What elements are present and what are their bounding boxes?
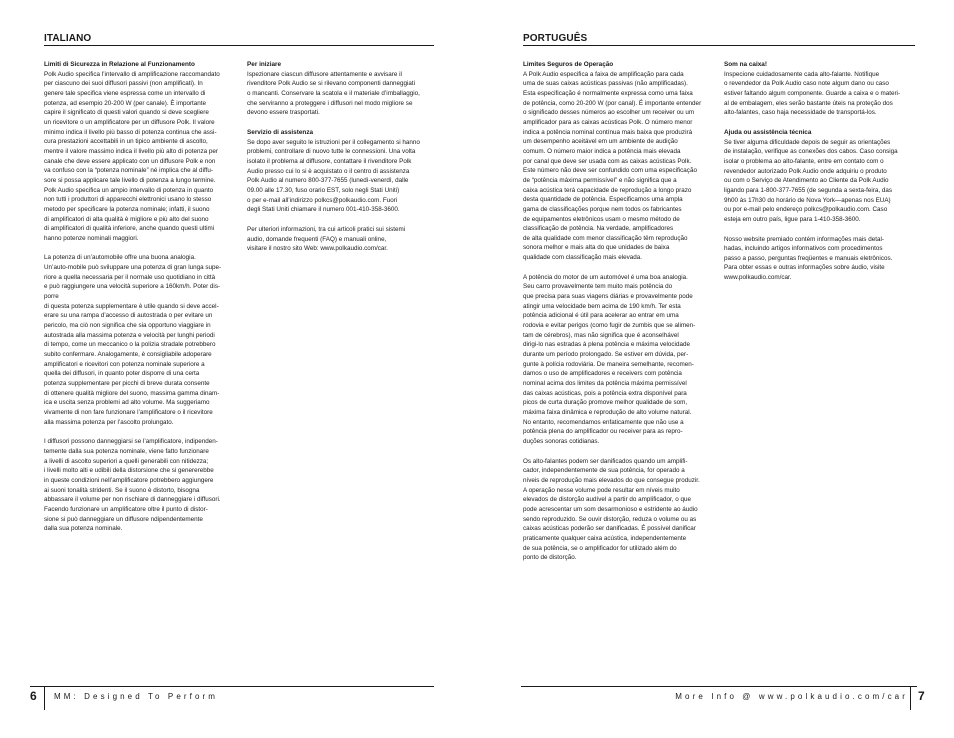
text-line: alto-falantes, caso haja necessidade de transportá-los.: [724, 109, 877, 117]
text-line: audio, domande frequenti (FAQ) e manuali online,: [247, 235, 387, 243]
text-line: por canal que deve ser usada com as caixas acústicas Polk.: [523, 157, 692, 165]
text-line: al de embalagem, eles serão bastante úteis na proteção dos: [724, 99, 893, 107]
column-safety-limits-pt: [523, 60, 719, 563]
text-line: va confuso con la “potenza nominale” né implica che al diffu-: [44, 167, 213, 175]
text-line: problemi, controllare di nuovo tutte le connessioni. Una volta: [247, 148, 416, 156]
text-line: que precisa para suas viagens diárias e provavelmente pode: [523, 293, 693, 301]
text-line: potenza, ad esempio 20-200 W (per canale). È importante: [44, 99, 207, 107]
text-line: Este número não deve ser confundido com uma especificação: [523, 167, 697, 175]
paragraph: [247, 225, 437, 254]
text-line: La potenza di un’automobile offre una buona analogia.: [44, 254, 196, 262]
text-line: per ciascuno dei suoi diffusori passivi (non amplificati). In: [44, 80, 203, 88]
heading-safety-limits: Limiti di Sicurezza in Relazione al Funzionamento: [44, 61, 195, 68]
text-line: Per ulteriori informazioni, tra cui articoli pratici sui sistemi: [247, 225, 406, 233]
text-line: A Polk Audio especifica a faixa de amplificação para cada: [523, 70, 684, 78]
text-line: potenza supplementare per picchi di breve durata consente: [44, 380, 210, 387]
text-line: de potência, como 20-200 W (por canal). É importante entender: [523, 99, 702, 107]
text-line: sione si può danneggiare un diffusore ndipendentemente: [44, 515, 203, 523]
column-getting-started-pt: [724, 60, 916, 283]
text-line: Esta especificação é normalmente expressa como uma faixa: [523, 89, 693, 97]
text-line: amplificador para as caixas acústicas Polk. O número menor: [523, 118, 693, 126]
text-line: caixas acústicas poderão ser danificadas. É possível danificar: [523, 525, 696, 533]
text-line: elevados de distorção audível a partir do amplificador, o que: [523, 496, 692, 504]
section-title-italiano: ITALIANO: [44, 33, 92, 44]
footer-divider: [44, 686, 45, 710]
title-rule: [523, 45, 915, 46]
text-line: 09.00 alle 17.30, fuso orario EST, solo negli Stati Uniti): [247, 186, 400, 194]
footer-rule: [30, 686, 434, 687]
text-line: ai suoni tonalità stridenti. Se il suono è distorto, bisogna: [44, 486, 200, 494]
text-line: níveis de reprodução mais elevados do que consegue produzir.: [523, 476, 700, 484]
text-line: di ottenere qualità migliore del suono, massima gamma dinam-: [44, 389, 220, 397]
paragraph: [523, 273, 719, 447]
text-line: mentre il valore massimo indica il livello più alto di potenza per: [44, 147, 218, 155]
text-line: sore si possa applicare tale livello di potenza a lungo termine.: [44, 176, 216, 184]
text-line: autostrada alla massima potenza e velocità per lunghi periodi: [44, 331, 215, 339]
text-line: isolar o problema ao alto-falante, entre em contato com o: [724, 157, 884, 165]
text-line: qualidade com classificação mais elevada.: [523, 254, 643, 262]
text-line: estiver faltando algum componente. Guarde a caixa e o materi-: [724, 89, 901, 97]
text-line: che serviranno a proteggere i diffusori nel modo migliore se: [247, 99, 413, 107]
text-line: Polk Audio al numero 800-377-7655 (lunedì-venerdì, dalle: [247, 177, 409, 185]
text-line: hanno potenze nominali maggiori.: [44, 234, 139, 242]
text-line: devono essere trasportati.: [247, 109, 320, 117]
text-line: rodovia e evitar perigos (como fugir de zumbis que se alimen-: [523, 322, 696, 330]
text-line: damos o uso de amplificadores e receivers com potência: [523, 370, 682, 378]
text-line: cador, independentemente de sua potência, for operado a: [523, 467, 685, 475]
text-line: pericolo, ma ciò non significa che sia opportuno viaggiare in: [44, 322, 211, 330]
text-line: Seu carro provavelmente tem muito mais potência do: [523, 283, 673, 291]
text-line: Os alto-falantes podem ser danificados quando um amplifi-: [523, 457, 688, 465]
footer-url: More Info @ www.polkaudio.com/car: [675, 692, 908, 701]
text-line: de sua potência, se o amplificador for utilizado além do: [523, 544, 677, 552]
text-line: Nosso website premiado contém informações mais detal-: [724, 235, 884, 243]
text-line: um desempenho aceitável em um ambiente de audição: [523, 138, 678, 146]
text-line: 9h00 às 17h30 do horário de Nova York—apenas nos EUA): [724, 196, 891, 204]
text-line: amplificatori e ricevitori con potenza nominale superiore a: [44, 360, 205, 368]
text-line: canale che deve essere applicato con un diffusore Polk e non: [44, 157, 216, 165]
text-line: Polk Audio specifica l’intervallo di amplificazione raccomandato: [44, 70, 220, 78]
text-line: di questa potenza supplementare è utile quando si deve accel-: [44, 302, 219, 310]
text-line: ica e uscita senza problemi ad alto volume. Ma suggeriamo: [44, 399, 210, 407]
text-line: o revendedor da Polk Audio caso note algum dano ou caso: [724, 80, 889, 88]
text-line: gama de classificações porque nem todos os fabricantes: [523, 205, 682, 213]
text-line: riore a quella necessaria per il normale uso quotidiano in città: [44, 273, 216, 281]
text-line: abbassare il volume per non rischiare di danneggiare i diffusori.: [44, 496, 221, 504]
text-line: un ricevitore o un amplificatore per un diffusore Polk. Il valore: [44, 118, 215, 126]
heading-technical-help: Ajuda ou assistência técnica: [724, 128, 812, 136]
paragraph: [44, 253, 240, 427]
text-line: tam de cérebros), mas não significa que é aconselhável: [523, 331, 679, 339]
text-line: sonora melhor e mais alta do que unidades de baixa: [523, 244, 670, 252]
text-line: cura prestazioni accettabili in un tipico ambiente di ascolto,: [44, 138, 208, 146]
section-title-portugues: PORTUGUÊS: [523, 33, 588, 44]
heading-safety-limits: Limites Seguros de Operação: [523, 61, 614, 68]
text-line: atingir uma velocidade bem acima de 190 km/h. Ter esta: [523, 302, 681, 310]
text-line: de alta qualidade com menor classificação têm reprodução: [523, 234, 688, 242]
text-line: e può raggiungere una velocità superiore a 160km/h. Poter dis-: [44, 283, 221, 291]
text-line: ponto de distorção.: [523, 554, 577, 562]
text-line: erare su una rampa d’accesso di autostrada o per evitare un: [44, 312, 213, 320]
text-line: desta quantidade de potência. Especificamos uma ampla: [523, 196, 683, 204]
text-line: praticamente qualquer caixa acústica, independentemente: [523, 534, 687, 542]
paragraph: [523, 70, 719, 263]
heading-in-the-box: Som na caixa!: [724, 61, 767, 68]
footer-rule: [521, 686, 917, 687]
paragraph: [523, 457, 719, 563]
text-line: non tutti i produttori di apparecchi elettronici usano lo stesso: [44, 196, 212, 204]
text-line: sendo reproduzido. Se ouvir distorção, reduza o volume ou as: [523, 515, 697, 523]
text-line: Ispezionare ciascun diffusore attentamente e avvisare il: [247, 70, 402, 78]
text-line: genere tale specifica viene espressa come un intervallo di: [44, 89, 206, 97]
text-line: ou por e-mail pelo endereço polkcs@polkaudio.com. Caso: [724, 206, 888, 214]
text-line: hadas, incluindo artigos informativos com procedimentos: [724, 245, 883, 253]
text-line: duções sonoras cotidianas.: [523, 437, 600, 445]
text-line: potência adicional é útil para acelerar ao entrar em uma: [523, 312, 679, 320]
heading-getting-started: Per iniziare: [247, 61, 282, 68]
text-line: revendedor autorizado Polk Audio onde adquiriu o produto: [724, 167, 887, 175]
text-line: isolato il problema al diffusore, contattare il rivenditore Polk: [247, 157, 412, 165]
text-line: Se dopo aver seguito le istruzioni per il collegamento si hanno: [247, 138, 420, 146]
text-line: Un’auto-mobile può sviluppare una potenza di gran lunga supe-: [44, 264, 222, 272]
heading-service: Servizio di assistenza: [247, 128, 314, 136]
text-line: quella dei diffusori, in quanto poter disporre di una certa: [44, 370, 200, 378]
paragraph: [724, 70, 916, 118]
title-rule: [44, 45, 434, 46]
text-line: esteja em outro país, ligue para 1-410-358-3600.: [724, 215, 861, 223]
text-line: porre: [44, 293, 59, 301]
text-line: ou com o Serviço de Atendimento ao Cliente da Polk Audio: [724, 177, 889, 185]
text-line: temente dalla sua potenza nominale, viene fatto funzionare: [44, 447, 209, 455]
text-line: Inspecione cuidadosamente cada alto-falante. Notifique: [724, 70, 880, 78]
page-number: 7: [918, 689, 925, 703]
footer-divider: [910, 686, 911, 710]
text-line: di amplificatori di qualità inferiore, anche quando questi ultimi: [44, 225, 215, 233]
paragraph: [247, 138, 437, 215]
paragraph: [724, 138, 916, 225]
text-line: pode acrescentar um som desarmonioso e estridente ao áudio: [523, 505, 698, 513]
text-line: dirigi-lo nas estradas à plena potência e máxima velocidade: [523, 341, 690, 349]
text-line: minimo indica il livello più basso di potenza continua che assi-: [44, 128, 217, 136]
text-line: metodo per specificare la potenza nominale; infatti, il suono: [44, 205, 210, 213]
right-page: [477, 0, 954, 738]
text-line: de instalação, verifique as conexões dos cabos. Caso consiga: [724, 148, 898, 156]
text-line: classificação de potência. Na verdade, amplificadores: [523, 225, 674, 233]
text-line: gunte à polícia rodoviária. De maneira semelhante, recomen-: [523, 360, 694, 368]
page-number: 6: [30, 689, 37, 703]
paragraph: [44, 437, 240, 534]
text-line: Polk Audio specifica un ampio intervallo di potenza in quanto: [44, 186, 214, 194]
text-line: visitare il nostro sito Web: www.polkaudio.com/car.: [247, 245, 388, 253]
text-line: alla massima potenza per l’ascolto prolungato.: [44, 418, 174, 426]
text-line: degli Stati Uniti chiamare il numero 001-410-358-3600.: [247, 206, 400, 214]
text-line: passo a passo, perguntas freqüentes e manuais eletrônicos.: [724, 254, 893, 262]
text-line: máxima faixa dinâmica e reprodução de alto volume natural.: [523, 408, 692, 416]
text-line: comum. O número maior indica a potência mais elevada: [523, 147, 681, 155]
text-line: de equipamentos eletrônicos usam o mesmo método de: [523, 215, 680, 223]
text-line: vivamente di non fare funzionare l’amplificatore o il ricevitore: [44, 408, 213, 416]
text-line: caixa acústica terá capacidade de reprodução a longo prazo: [523, 186, 692, 194]
text-line: das caixas acústicas, pois a potência extra disponível para: [523, 389, 687, 397]
paragraph: [44, 70, 240, 244]
text-line: No entanto, recomendamos enfaticamente que não use a: [523, 418, 684, 426]
text-line: di amplificatori di alta qualità è migliore e più alto del suono: [44, 215, 209, 223]
text-line: durante um período prolongado. Se estiver em dúvida, per-: [523, 351, 689, 359]
text-line: in queste condizioni nell’amplificatore potrebbero aggiungere: [44, 476, 214, 484]
paragraph: [724, 235, 916, 283]
text-line: a livelli di ascolto superiori a quelli generabili con nitidezza;: [44, 457, 209, 465]
text-line: o per e-mail all’indirizzo polkcs@polkaudio.com. Fuori: [247, 196, 398, 204]
footer-tagline: MM: Designed To Perform: [54, 692, 219, 701]
text-line: potência plena do amplificador ou receiver para as repro-: [523, 428, 683, 436]
text-line: Facendo funzionare un amplificatore oltre il punto di distor-: [44, 505, 208, 513]
text-line: Para obter essas e outras informações sobre áudio, visite: [724, 264, 885, 272]
text-line: ligando para 1-800-377-7655 (de segunda a sexta-feira, das: [724, 186, 893, 194]
text-line: picos de curta duração promove melhor qualidade de som,: [523, 399, 688, 407]
text-line: i livelli molto alti e udibili della distorsione che si genererebbe: [44, 467, 214, 475]
text-line: uma de suas caixas acústicas passivas (não amplificadas).: [523, 80, 688, 88]
text-line: www.polkaudio.com/car.: [724, 274, 792, 282]
text-line: subito confermare. Analogamente, è consigliabile adoperare: [44, 351, 212, 359]
text-line: dalla sua potenza nominale.: [44, 525, 123, 533]
text-line: o significado desses números ao escolher um receiver ou um: [523, 109, 695, 117]
text-line: di tempo, come un meccanico o la polizia stradale potrebbero: [44, 341, 216, 349]
text-line: nominal acima dos limites da potência máxima permissível: [523, 380, 687, 387]
text-line: de “potência máxima permissível” e não significa que a: [523, 176, 677, 184]
text-line: indica a potência nominal contínua mais baixa que produzirá: [523, 128, 693, 136]
column-safety-limits-it: [44, 60, 240, 534]
text-line: A operação nesse volume pode resultar em níveis muito: [523, 486, 680, 494]
column-getting-started-it: [247, 60, 437, 254]
text-line: o mancanti. Conservare la scatola e il materiale d’imballaggio,: [247, 89, 420, 97]
text-line: A potência do motor de um automóvel é uma boa analogia.: [523, 273, 688, 281]
paragraph: [247, 70, 437, 118]
text-line: I diffusori possono danneggiarsi se l’amplificatore, indipenden-: [44, 438, 218, 446]
text-line: Audio presso cui lo si è acquistato o il centro di assistenza: [247, 167, 410, 175]
text-line: rivenditore Polk Audio se si rilevano componenti danneggiati: [247, 80, 416, 88]
text-line: capire il significato di questi valori quando si deve scegliere: [44, 109, 209, 117]
text-line: Se tiver alguma dificuldade depois de seguir as orientações: [724, 138, 891, 146]
